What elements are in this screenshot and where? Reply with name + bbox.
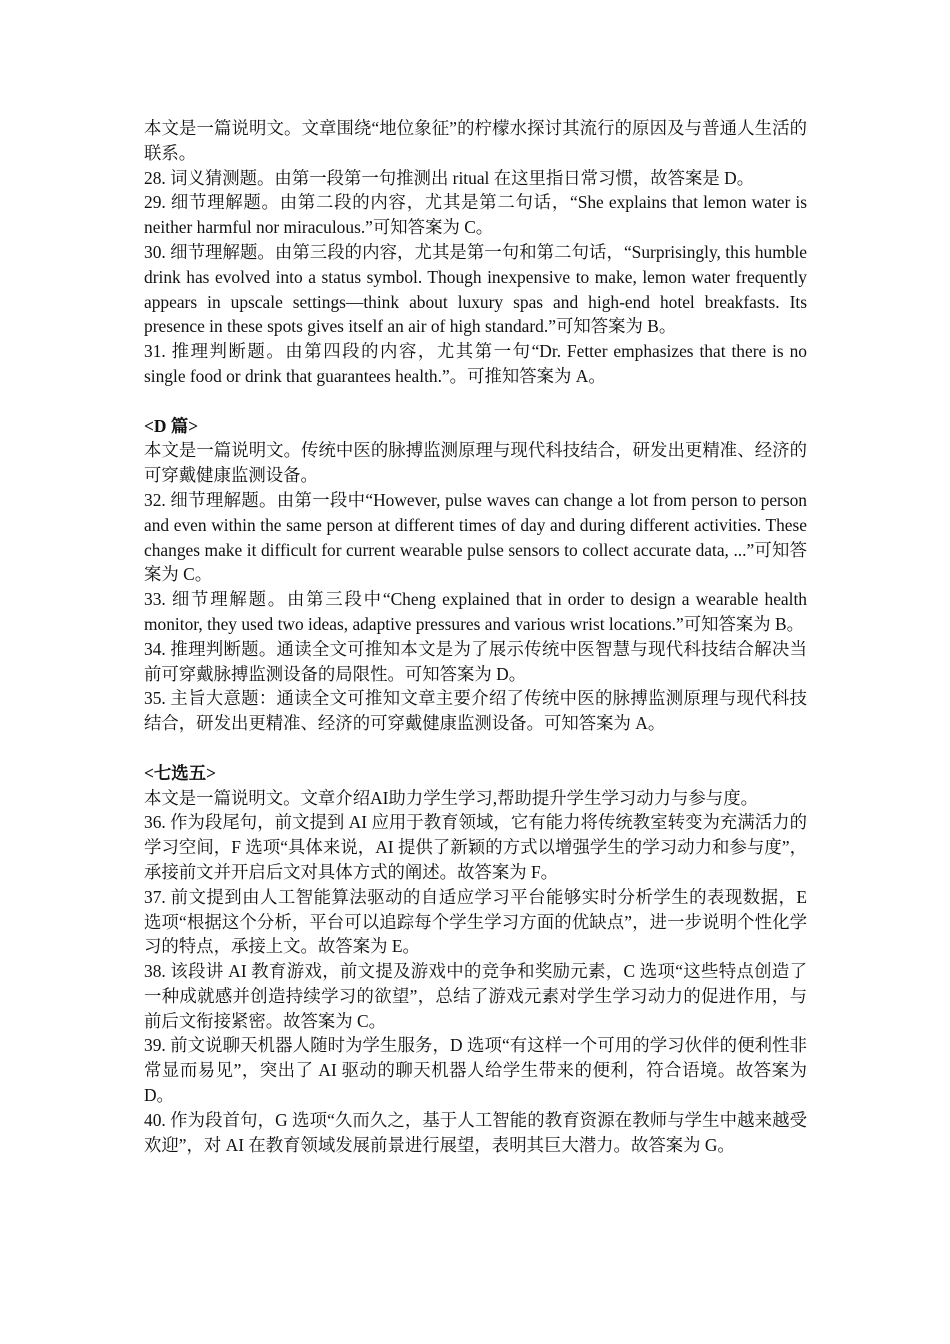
answer-33: 33. 细节理解题。由第三段中“Cheng explained that in order to design a wearable health monitor, they used two ideas, adaptive pressures and various wrist locations.”可知答案为 B。 xyxy=(144,589,807,634)
answer-36: 36. 作为段尾句，前文提到 AI 应用于教育领域，它有能力将传统教室转变为充满活力的学习空间，F 选项“具体来说，AI 提供了新颖的方式以增强学生的学习动力和参与度”，承接前文并开启后文对具体方式的阐述。故答案为 F。 xyxy=(144,812,807,882)
answer-35: 35. 主旨大意题：通读全文可推知文章主要介绍了传统中医的脉搏监测原理与现代科技结合，研发出更精准、经济的可穿戴健康监测设备。可知答案为 A。 xyxy=(144,688,807,734)
answer-explanations xyxy=(144,116,807,1157)
answer-30: 30. 细节理解题。由第三段的内容，尤其是第一句和第二句话，“Surprisingly, this humble drink has evolved into a status symbol. Though inexpensive to make, lemon water frequently appears in upscale settings—think about luxury spas and high-end hotel breakfasts. Its presence in these spots gives itself an air of high standard.”可知答案为 B。 xyxy=(144,241,807,337)
answer-34: 34. 推理判断题。通读全文可推知本文是为了展示传统中医智慧与现代科技结合解决当前可穿戴脉搏监测设备的局限性。可知答案为 D。 xyxy=(144,638,807,684)
answer-40: 40. 作为段首句，G 选项“久而久之，基于人工智能的教育资源在教师与学生中越来越受欢迎”，对 AI 在教育领域发展前景进行展望，表明其巨大潜力。故答案为 G。 xyxy=(144,1109,807,1155)
answer-39: 39. 前文说聊天机器人随时为学生服务，D 选项“有这样一个可用的学习伙伴的便利性非常显而易见”，突出了 AI 驱动的聊天机器人给学生带来的便利，符合语境。故答案为 D。 xyxy=(144,1035,807,1106)
answer-29: 29. 细节理解题。由第二段的内容，尤其是第二句话，“She explains that lemon water is neither harmful nor miraculous.”可知答案为 C。 xyxy=(144,192,807,238)
section-d-heading: <D 篇> xyxy=(144,415,199,436)
paragraph-gap xyxy=(144,389,807,414)
section-seven-intro: 本文是一篇说明文。文章介绍AI助力学生学习,帮助提升学生学习动力与参与度。 xyxy=(144,787,758,808)
section-d-intro: 本文是一篇说明文。传统中医的脉搏监测原理与现代科技结合，研发出更精准、经济的可穿戴健康监测设备。 xyxy=(144,440,807,486)
section-c-intro: 本文是一篇说明文。文章围绕“地位象征”的柠檬水探讨其流行的原因及与普通人生活的联系。 xyxy=(144,118,807,163)
paragraph-gap xyxy=(144,736,807,761)
answer-28: 28. 词义猜测题。由第一段第一句推测出 ritual 在这里指日常习惯，故答案是 D。 xyxy=(144,167,755,188)
answer-38: 38. 该段讲 AI 教育游戏，前文提及游戏中的竞争和奖励元素，C 选项“这些特点创造了一种成就感并创造持续学习的欲望”，总结了游戏元素对学生学习动力的促进作用，与前后文衔接紧密。故答案为 C。 xyxy=(144,961,807,1031)
answer-32: 32. 细节理解题。由第一段中“However, pulse waves can change a lot from person to person and even within the same person at different times of day and during different activities. These changes make it difficult for current wearable pulse sensors to collect accurate data, ...”可知答案为 C。 xyxy=(144,489,807,585)
section-seven-heading: <七选五> xyxy=(144,762,216,783)
answer-31: 31. 推理判断题。由第四段的内容，尤其第一句“Dr. Fetter emphasizes that there is no single food or drink that guarantees health.”。可推知答案为 A。 xyxy=(144,341,807,386)
answer-37: 37. 前文提到由人工智能算法驱动的自适应学习平台能够实时分析学生的表现数据，E 选项“根据这个分析，平台可以追踪每个学生学习方面的优缺点”，进一步说明个性化学习的特点，承接上文。故答案为 E。 xyxy=(144,886,807,957)
